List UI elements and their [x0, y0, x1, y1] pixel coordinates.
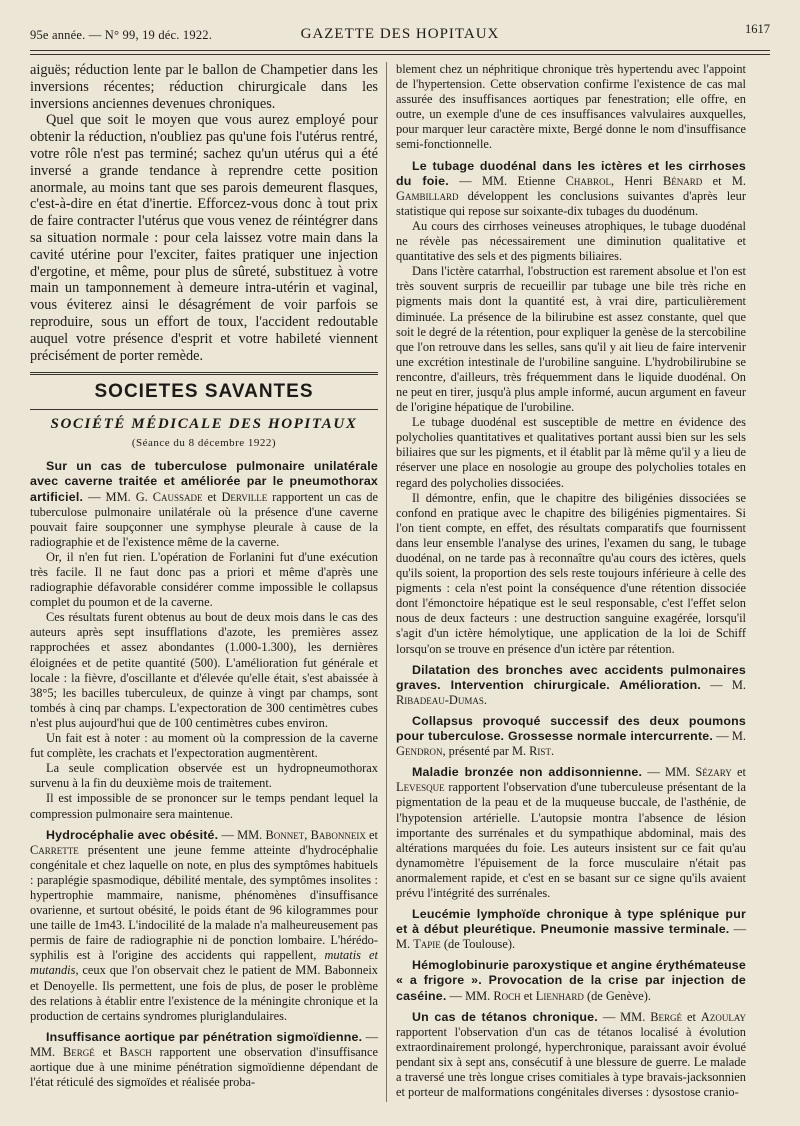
author-name: Lienhard	[535, 988, 584, 1003]
author-name: Chabrol	[565, 173, 611, 188]
article-tetanos: Un cas de tétanos chronique. — MM. Bergé et Azoulay rapportent l'observation d'un cas de tétanos localisé à évolution extraordinairement prolongé, hyperchronique, paraissant avoir évolué pendant six à sept ans, consécutif à une blessure de guerre. Le malade a traversé une très longue crises comitiales à type bravais-jacksonnien et porteur de malformations congénitales diverses : dysostose cranio-	[396, 1009, 746, 1100]
author-name: Roch	[493, 988, 521, 1003]
paragraph-inversion-end: aiguës; réduction lente par le ballon de Champetier dans les inversions récentes; réduction chirurgicale dans les inversions anciennes devenues chroniques.	[30, 62, 378, 112]
article-insuffisance-aortique: Insuffisance aortique par pénétration sigmoïdienne. — MM. Bergé et Basch rapportent une observation d'insuffisance aortique due à une minime pénétration sigmoïdienne dépendant de l'état réticulé des sigmoïdes et réalisée proba-	[30, 1029, 378, 1090]
header-rule-bottom	[30, 54, 770, 55]
paragraph: Au cours des cirrhoses veineuses atrophiques, le tubage duodénal ne révèle pas nécessairement une diminution qualitative et quantitative des sels et des pigments biliaires.	[396, 218, 746, 264]
author-name: Babonneix	[310, 827, 366, 842]
paragraph: Un fait est à noter : au moment où la compression de la caverne fut complète, les crachats et l'expectoration augmentèrent.	[30, 731, 378, 761]
page-header	[30, 22, 770, 46]
author-name: Rist	[529, 744, 551, 759]
section-divider	[30, 372, 378, 375]
article-title: Un cas de tétanos chronique.	[412, 1009, 598, 1024]
article-title: Leucémie lymphoïde chronique à type splénique pur et à début pleurétique. Pneumonie massive terminale.	[396, 907, 746, 937]
paragraph: Dans l'ictère catarrhal, l'obstruction est rarement absolue et l'on est très souvent surpris de recueillir par tubage une bile très riche en pigments mais dont la quantité est, à vrai dire, particulièrement diminuée. La présence de la bilirubine est assez constante, quel que soit le degré de la rétention, pour expliquer la genèse de la stercobiline que l'on retrouve dans les selles, sans qu'il y ait lieu de faire intervenir une excrétion intestinale de l'urobiline sanguine. L'hydrobilirubine se rencontre, d'ailleurs, très fréquemment dans le liquide duodénal. On ne peut en tirer, jusqu'à plus ample informé, aucun argument en faveur de l'origine hépatique de l'urobiline.	[396, 264, 746, 415]
paragraph: Ces résultats furent obtenus au bout de deux mois dans le cas des auteurs après sept insufflations d'azote, les premières assez rapprochées et assez abondantes (1.000-1.300), les dernières éloignées et de petite quantité (500). L'amélioration fut générale et locale : la fièvre, d'oscillante et d'élevée qu'elle était, s'est abaissée à 38°5; les bacilles tuberculeux, de quinze à vingt par champs, sont tombés à cinq par champs. L'expectoration de 300 centimètres cubes n'est plus aujourd'hui que de 100 centimètres cubes environ.	[30, 610, 378, 730]
article-tubage-duodenal: Le tubage duodénal dans les ictères et les cirrhoses du foie. — MM. Etienne Chabrol, Henri Bénard et M. Gambillard développent les conclusions suivantes d'après leur statistique qui repose sur soixante-dix tubages du duodénum.	[396, 158, 746, 218]
article-collapsus: Collapsus provoqué successif des deux poumons pour tuberculose. Grossesse normale intercurrente. — M. Gendron, présenté par M. Rist.	[396, 713, 746, 759]
paragraph: La seule complication observée est un hydropneumothorax survenu à la fin du deuxième mois de traitement.	[30, 761, 378, 791]
article-title: Sur un cas de tuberculose pulmonaire unilatérale avec caverne traitée et améliorée par le pneumothorax artificiel.	[30, 459, 378, 504]
article-title: Hydrocéphalie avec obésité.	[46, 827, 219, 842]
issue-info: 95e année. — N° 99, 19 déc. 1922.	[30, 28, 213, 42]
author-name: Bergé	[63, 1044, 95, 1059]
section-title-rule	[30, 409, 378, 410]
article-maladie-bronzee: Maladie bronzée non addisonnienne. — MM. Sézary et Levesque rapportent l'observation d'une tuberculeuse présentant de la pigmentation de la peau et de la muqueuse buccale, de l'asthénie, de l'hypotension artérielle. L'autopsie montra l'absence de lésion importante des surrénales et du sympathique abdominal, mais des altérations marquées du foie. Les auteurs insistent sur ce fait qu'au dynamomètre l'épuisement de la force musculaire n'était pas anormalement rapide, et c'est en se basant sur ce signe qu'ils avaient prévu l'intégrité des surrénales.	[396, 765, 746, 900]
article-dilatation-bronches: Dilatation des bronches avec accidents pulmonaires graves. Intervention chirurgicale. Amélioration. — M. Ribadeau-Dumas.	[396, 662, 746, 707]
author-name: Levesque	[396, 780, 445, 795]
paragraph-aortique-cont: blement chez un néphritique chronique très hypertendu avec l'appoint de l'hypertension. Cette observation confirme l'existence de cas mal assurée des insuffisances aortiques par fenestration; elle offre, en outre, un exemple d'une de ces insuffisances valvulaires auxquelles, pour marquer leur caractère mixte, Bergé donne le nom d'insuffisance semi-fonctionnelle.	[396, 62, 746, 152]
author-name: Sézary	[695, 765, 732, 780]
author-name: Bergé	[650, 1009, 683, 1024]
article-tuberculose: Sur un cas de tuberculose pulmonaire unilatérale avec caverne traitée et améliorée par le pneumothorax artificiel. — MM. G. Caussade et Derville rapportent un cas de tuberculose pulmonaire unilatérale où la présence d'une caverne pouvait faire soupçonner une symphyse pleurale à cause de la radiographie et de l'existence même de la caverne.	[30, 459, 378, 549]
author-name: Basch	[119, 1044, 152, 1059]
author-name: Bénard	[662, 173, 703, 188]
article-title: Le tubage duodénal dans les ictères et les cirrhoses du foie.	[396, 158, 746, 188]
left-column	[30, 62, 378, 1112]
page-number: 1617	[745, 22, 770, 36]
author-name: Azoulay	[700, 1009, 746, 1024]
article-title: Hémoglobinurie paroxystique et angine érythémateuse « a frigore ». Provocation de la crise par injection de caséine.	[396, 958, 746, 1003]
author-name: Ribadeau-Dumas	[396, 692, 484, 707]
right-column	[396, 62, 746, 1112]
author-name: Tapie	[413, 937, 441, 952]
section-title: SOCIETES SAVANTES	[94, 381, 314, 403]
article-title: Dilatation des bronches avec accidents pulmonaires graves. Intervention chirurgicale. Amélioration.	[396, 662, 746, 692]
article-title: Maladie bronzée non addisonnienne.	[412, 765, 643, 780]
article-hemoglobinurie: Hémoglobinurie paroxystique et angine érythémateuse « a frigore ». Provocation de la crise par injection de caséine. — MM. Roch et Lienhard (de Genève).	[396, 958, 746, 1003]
author-name: Derville	[221, 489, 268, 504]
column-separator	[386, 62, 387, 1102]
paragraph: Il démontre, enfin, que le chapitre des biligénies dissociées se confond en pratique avec le chapitre des biligénies pigmentaires. Si l'on tient compte, en effet, des résultats comparatifs que fournissent dans leur ensemble l'analyse des urines, l'examen du sang, le tubage duodénal, on ne tarde pas à reconnaître qu'au cours des ictères, quels qu'ils soient, la proportion des sels reste toujours inférieure à celle des pigments : cela n'est point la conséquence d'une rétention dissociée dont l'émonctoire hépatique est le seul responsable, c'est l'effet selon nous de deux facteurs : une destruction sanguine exagérée, lorsqu'il s'agit d'un ictère hémolytique, une application de la loi de Schiff lorsqu'on se trouve en présence d'un ictère par rétention.	[396, 490, 746, 656]
author-name: Bonnet	[265, 827, 305, 842]
seance-date: (Séance du 8 décembre 1922)	[131, 437, 277, 450]
paragraph: Il est impossible de se prononcer sur le temps pendant lequel la compression pulmonaire sera maintenue.	[30, 791, 378, 821]
article-leucemie: Leucémie lymphoïde chronique à type splénique pur et à début pleurétique. Pneumonie massive terminale. — M. Tapie (de Toulouse).	[396, 907, 746, 952]
paragraph: Or, il n'en fut rien. L'opération de Forlanini fut d'une exécution très facile. Il ne faut donc pas a priori et même d'après une radiographie défavorable considérer comme impossible le collapsus complet du poumon et de la caverne.	[30, 549, 378, 610]
author-name: Gambillard	[396, 188, 459, 203]
article-title: Insuffisance aortique par pénétration sigmoïdienne.	[46, 1029, 363, 1044]
paragraph: Le tubage duodénal est susceptible de mettre en évidence des polycholies quantitatives et qualitatives portant aussi bien sur les sels biliaires que sur les pigments, et il établit par là même qu'il y a lieu de réserver une place en nosologie au groupe des polycholies totales en regard des polycholies dissociées.	[396, 415, 746, 490]
header-rule-top	[30, 50, 770, 51]
author-name: G. Caussade	[135, 489, 203, 504]
journal-title: GAZETTE DES HOPITAUX	[300, 26, 500, 42]
article-title: Collapsus provoqué successif des deux poumons pour tuberculose. Grossesse normale intercurrente.	[396, 713, 746, 744]
author-name: Gendron	[396, 744, 443, 759]
article-hydrocephalie: Hydrocéphalie avec obésité. — MM. Bonnet, Babonneix et Carrette présentent une jeune femme atteinte d'hydrocéphalie congénitale et chez laquelle on note, en plus des symptômes habituels : paraplégie spasmodique, débilité mentale, des symptômes insolites : hypertrophie mammaire, nanisme, phénomènes d'insuffisance ovarienne, et surtout obésité, le poids étant de 96 kilogrammes pour une taille de 1m43. L'indocilité de la malade n'a malheureusement pas permis de faire de radiographie ni de ponction lombaire. L'hérédo-syphilis est à l'origine des accidents qui rappellent, mutatis et mutandis, ceux que l'on observait chez le patient de MM. Babonneix et Denoyelle. Ils permettent, une fois de plus, de poser le problème des relations à établir entre l'existence de la méningite chronique et la production de certains syndromes pluriglandulaires.	[30, 827, 378, 1023]
author-name: Carrette	[30, 842, 79, 857]
society-title: SOCIÉTÉ MÉDICALE DES HOPITAUX	[50, 416, 358, 433]
paragraph-uterus-advice: Quel que soit le moyen que vous aurez employé pour obtenir la réduction, n'oubliez pas qu'une fois l'utérus rentré, votre rôle n'est pas terminé; sachez qu'un utérus qui a été inversé a grande tendance à reprendre cette position anormale, au moins tant que ses parois demeurent flasques, c'est-à-dire en état d'inertie. Efforcez-vous donc à tout prix de faire contracter l'utérus que vous venez de réintégrer dans sa situation normale : pour cela laissez votre main dans la cavité utérine pour l'exciter, faites pratiquer une injection d'ergotine, et même, pour plus de sûreté, substituez à votre main un tamponnement à demeure intra-utérin et vaginal, vous éviterez ainsi le désagrément de voir parfois se reproduire, sous un effort de toux, l'accident redoutable auquel votre présence d'esprit et votre habileté viennent précisément de porter remède.	[30, 112, 378, 364]
